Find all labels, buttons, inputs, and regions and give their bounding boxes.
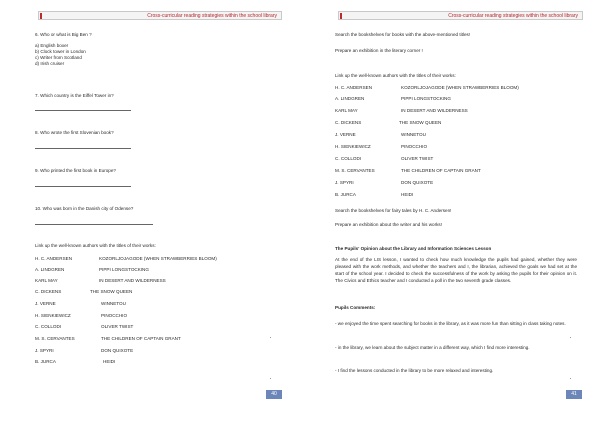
work-title: WINNETOU (401, 132, 426, 137)
question-7: 7. Which country is the Eiffel Tower in? (35, 93, 114, 98)
author-name: M. S. CERVANTES (335, 168, 375, 173)
work-title: PINOCCHIO (401, 144, 428, 149)
page-number: 41 (566, 390, 582, 399)
work-title: IN DESERT AND WILDERNESS (401, 108, 468, 113)
comments-heading: Pupils Comments: (335, 305, 376, 310)
header-accent-mark (340, 13, 342, 19)
author-name: H. SIENKIEWICZ (335, 144, 371, 149)
work-title: THE SNOW QUEEN (399, 120, 442, 125)
work-title: DON QUIXOTE (101, 348, 134, 353)
author-name: J. SPYRI (335, 180, 354, 185)
link-authors-instruction: Link up the well-known authors with the titles of their works: (335, 73, 456, 78)
answer-line-9 (35, 186, 131, 187)
author-name: B. JURCA (335, 192, 356, 197)
author-name: B. JURCA (35, 359, 56, 364)
work-title: HEIDI (103, 359, 116, 364)
opinion-heading: The Pupils' Opinion about the Library and Information Sciences Lesson (335, 246, 492, 251)
question-6: 6. Who or what is Big Ben ? (35, 32, 92, 37)
work-title: DON QUIXOTE (401, 180, 434, 185)
header-accent-mark (40, 13, 42, 19)
author-name: KARL MAY (35, 278, 58, 283)
work-title: OLIVER TWIST (401, 156, 434, 161)
margin-dot (570, 337, 571, 338)
exhibition-corner-instruction: Prepare an exhibition in the literary corner ! (335, 48, 423, 53)
question-10: 10. Who was born in the Danish city of Odense? (35, 206, 134, 211)
opinion-paragraph: At the end of the LIS lesson, I wanted to check how much knowledge the pupils had gained, whether they were pleased with the work methods, and whether the teachers and I, the librarian, achieved the goals we had set at the start of the school year. I decided to check the successfulness of the work by asking the pupils for their opinion on it. The Civics and Ethics teacher and I conducted a poll in the two seventh grade classes. (335, 257, 577, 283)
exhibition-writer-instruction: Prepare an exhibition about the writer and his works! (335, 222, 442, 227)
work-title: WINNETOU (101, 301, 126, 306)
question-6-option-b: b) Clock tower in London (35, 49, 86, 54)
running-header (38, 11, 282, 20)
question-8: 8. Who wrote the first Slovenian book? (35, 130, 114, 135)
running-header (338, 11, 583, 20)
question-6-option-c: c) Writer from Scotland (35, 55, 82, 60)
author-name: C. DICKENS (335, 120, 362, 125)
work-title: PIPPI LONGSTOCKING (401, 96, 451, 101)
answer-line-8 (35, 148, 131, 149)
question-6-option-a: a) English boxer (35, 43, 69, 48)
work-title: HEIDI (401, 192, 414, 197)
author-name: A. LINDGREN (335, 96, 365, 101)
work-title: KOZORLJOJAGODE (WHEN STRAWBERRIES BLOOM) (401, 85, 519, 90)
answer-line-10 (35, 224, 153, 225)
author-name: H. C. ANDERSEN (35, 256, 73, 261)
search-titles-instruction: Search the bookshelves for books with the above-mentioned titles! (335, 32, 471, 37)
author-name: C. COLLODI (335, 156, 362, 161)
search-fairy-tales-instruction: Search the bookshelves for fairy tales by H. C. Andersen! (335, 208, 452, 213)
answer-line-7 (35, 110, 131, 111)
author-name: C. DICKENS (35, 289, 62, 294)
author-name: H. C. ANDERSEN (335, 85, 373, 90)
comment-3: - I find the lessons conducted in the library to be more relaxed and interesting. (335, 368, 494, 373)
work-title: THE SNOW QUEEN (90, 289, 133, 294)
margin-dot (270, 378, 271, 379)
work-title: PINOCCHIO (101, 313, 128, 318)
running-header-title: Cross-curricular reading strategies within the school library (147, 13, 277, 19)
author-name: M. S. CERVANTES (35, 336, 75, 341)
author-name: A. LINDGREN (35, 267, 65, 272)
author-name: H. SIENKIEWICZ (35, 313, 71, 318)
work-title: KOZORLJOJAGODE (WHEN STRAWBERRIES BLOOM) (99, 256, 217, 261)
author-name: C. COLLODI (35, 324, 62, 329)
work-title: PIPPI LONGSTOCKING (99, 267, 149, 272)
work-title: IN DESERT AND WILDERNESS (99, 278, 166, 283)
work-title: OLIVER TWIST (101, 324, 134, 329)
link-authors-instruction: Link up the well-known authors with the titles of their works: (35, 243, 156, 248)
author-name: J. VERNE (35, 301, 56, 306)
work-title: THE CHILDREN OF CAPTAIN GRANT (401, 168, 481, 173)
comment-1: - we enjoyed the time spent searching for books in the library, as it was more fun than sitting in class taking notes. (335, 321, 566, 326)
comment-2: - in the library, we learn about the subject matter in a different way, which I find more interesting. (335, 345, 530, 350)
margin-dot (270, 337, 271, 338)
right-page (300, 0, 600, 424)
author-name: J. SPYRI (35, 348, 54, 353)
margin-dot (570, 378, 571, 379)
question-6-option-d: d) Irish cruiser (35, 61, 65, 66)
author-name: KARL MAY (335, 108, 358, 113)
question-9: 9. Who printed the first book in Europe? (35, 168, 116, 173)
work-title: THE CHILDREN OF CAPTAIN GRANT (101, 336, 181, 341)
running-header-title: Cross-curricular reading strategies within the school library (448, 13, 578, 19)
author-name: J. VERNE (335, 132, 356, 137)
page-number: 40 (266, 390, 282, 399)
